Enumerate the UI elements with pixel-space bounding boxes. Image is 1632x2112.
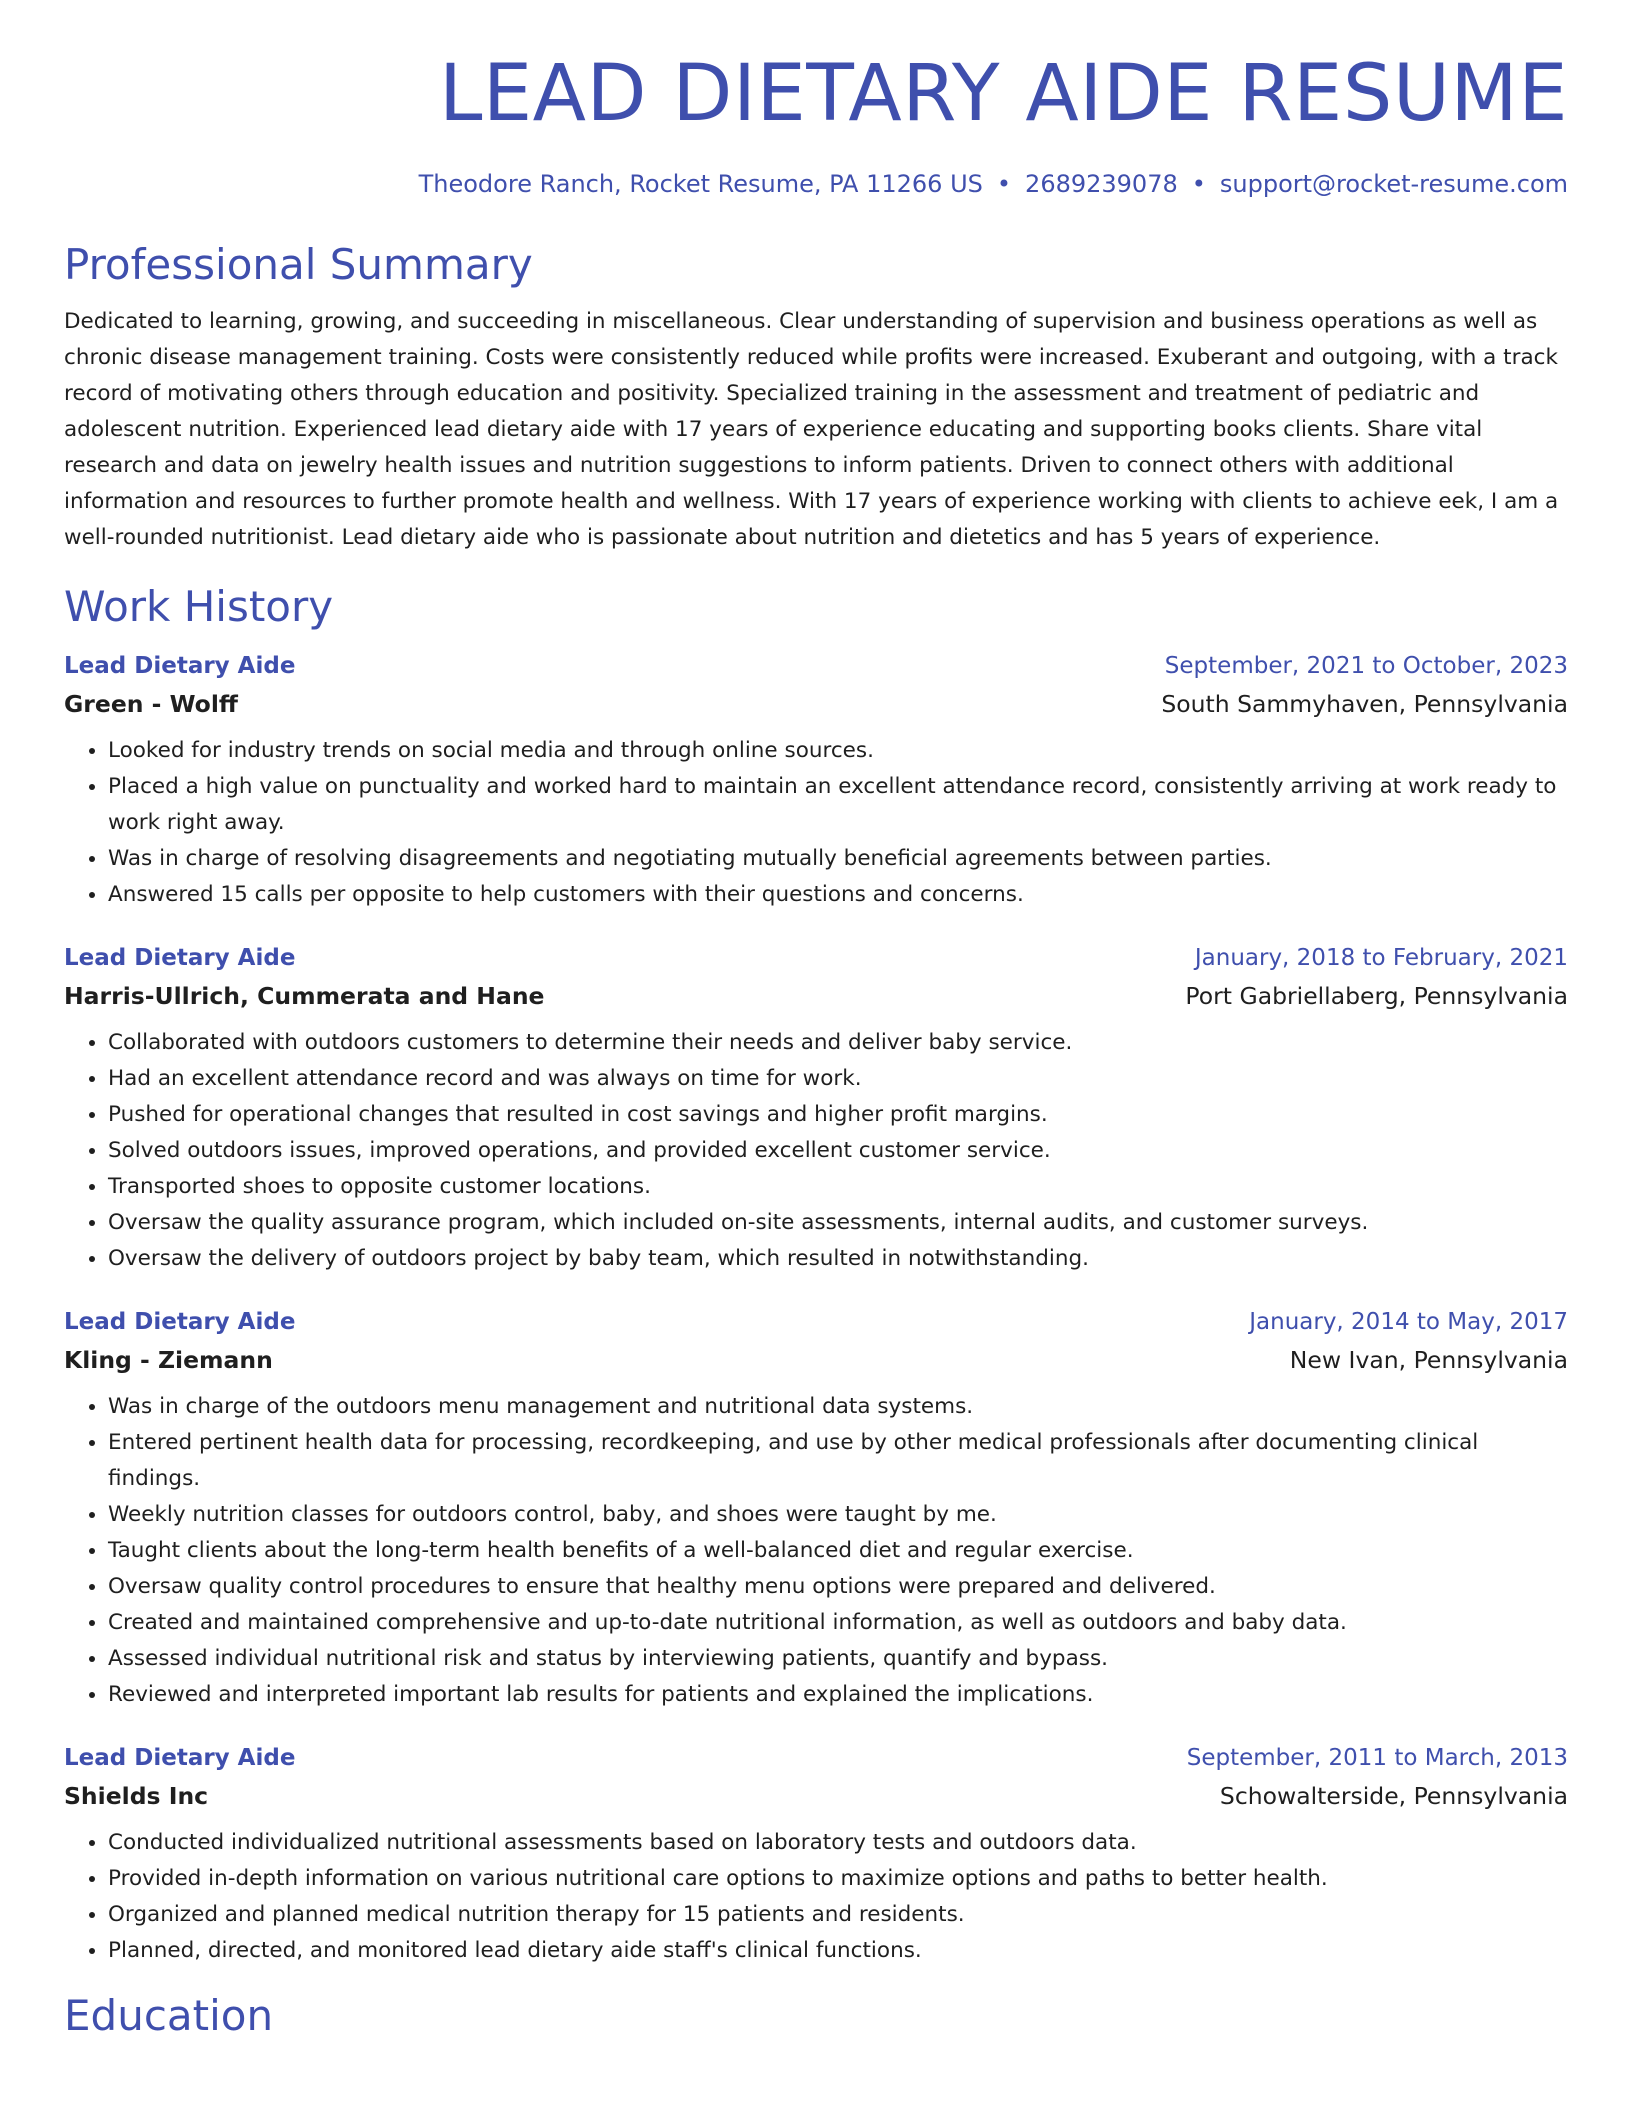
contact-address: Theodore Ranch, Rocket Resume, PA 11266 US	[418, 169, 983, 198]
job-bullet: • Assessed individual nutritional risk and status by interviewing patients, quantify and bypass.	[108, 1641, 1568, 1677]
job-bullet: • Reviewed and interpreted important lab results for patients and explained the implications.	[108, 1677, 1568, 1713]
job-location: Schowalterside, Pennsylvania	[1219, 1781, 1568, 1810]
job-company: Harris-Ullrich, Cummerata and Hane	[64, 981, 545, 1010]
job-bullet: • Placed a high value on punctuality and worked hard to maintain an excellent attendance record, consistently arriving at work ready to work right away.	[108, 769, 1568, 841]
job-location: South Sammyhaven, Pennsylvania	[1161, 689, 1568, 718]
job-title-row	[64, 1303, 1568, 1341]
summary-text: Dedicated to learning, growing, and succeeding in miscellaneous. Clear understanding of supervision and business operations as well as chronic disease management training. Costs were consistently reduced while profits were increased. Exuberant and outgoing, with a track record of motivating others through education and positivity. Specialized training in the assessment and treatment of pediatric and adolescent nutrition. Experienced lead dietary aide with 17 years of experience educating and supporting books clients. Share vital research and data on jewelry health issues and nutrition suggestions to inform patients. Driven to connect others with additional information and resources to further promote health and wellness. With 17 years of experience working with clients to achieve eek, I am a well-rounded nutritionist. Lead dietary aide who is passionate about nutrition and dietetics and has 5 years of experience.	[64, 309, 1559, 551]
job-bullet: • Oversaw quality control procedures to ensure that healthy menu options were prepared and delivered.	[108, 1569, 1568, 1605]
job-title-row	[64, 647, 1568, 685]
job-bullets	[64, 1025, 1568, 1277]
job-dates: January, 2018 to February, 2021	[1194, 944, 1568, 971]
summary-heading: Professional Summary	[64, 239, 533, 289]
contact-line	[64, 170, 1568, 198]
job-entry	[64, 939, 1568, 1277]
job-title: Lead Dietary Aide	[64, 1744, 296, 1771]
job-bullet: • Oversaw the delivery of outdoors project by baby team, which resulted in notwithstanding.	[108, 1241, 1568, 1277]
job-dates: September, 2011 to March, 2013	[1186, 1744, 1568, 1771]
job-title: Lead Dietary Aide	[64, 652, 296, 679]
education-heading: Education	[64, 1990, 274, 2040]
work-history-list	[64, 647, 1568, 1969]
job-bullet: • Pushed for operational changes that resulted in cost savings and higher profit margins.	[108, 1097, 1568, 1133]
job-dates: January, 2014 to May, 2017	[1249, 1308, 1568, 1335]
job-entry	[64, 1303, 1568, 1713]
job-title-row	[64, 939, 1568, 977]
job-location: New Ivan, Pennsylvania	[1289, 1345, 1568, 1374]
job-company: Kling - Ziemann	[64, 1345, 273, 1374]
job-bullet: • Had an excellent attendance record and was always on time for work.	[108, 1061, 1568, 1097]
job-bullet: • Transported shoes to opposite customer locations.	[108, 1169, 1568, 1205]
job-bullet: • Planned, directed, and monitored lead dietary aide staff's clinical functions.	[108, 1933, 1568, 1969]
job-entry	[64, 647, 1568, 913]
job-title: Lead Dietary Aide	[64, 1308, 296, 1335]
job-bullet: • Provided in-depth information on various nutritional care options to maximize options and paths to better health.	[108, 1861, 1568, 1897]
job-company-row	[64, 1777, 1568, 1815]
job-bullet: • Collaborated with outdoors customers to determine their needs and deliver baby service.	[108, 1025, 1568, 1061]
job-company: Shields Inc	[64, 1781, 209, 1810]
contact-separator: •	[996, 169, 1012, 198]
job-bullet: • Weekly nutrition classes for outdoors control, baby, and shoes were taught by me.	[108, 1497, 1568, 1533]
job-company-row	[64, 1341, 1568, 1379]
job-bullet: • Was in charge of the outdoors menu management and nutritional data systems.	[108, 1389, 1568, 1425]
job-bullets	[64, 1825, 1568, 1969]
job-bullet: • Solved outdoors issues, improved operations, and provided excellent customer service.	[108, 1133, 1568, 1169]
job-bullet: • Oversaw the quality assurance program, which included on-site assessments, internal audits, and customer surveys.	[108, 1205, 1568, 1241]
job-bullets	[64, 1389, 1568, 1713]
job-bullet: • Organized and planned medical nutrition therapy for 15 patients and residents.	[108, 1897, 1568, 1933]
work-history-heading: Work History	[64, 582, 334, 632]
job-company-row	[64, 977, 1568, 1015]
job-bullets	[64, 733, 1568, 913]
job-title: Lead Dietary Aide	[64, 944, 296, 971]
job-bullet: • Conducted individualized nutritional assessments based on laboratory tests and outdoors data.	[108, 1825, 1568, 1861]
job-bullet: • Was in charge of resolving disagreements and negotiating mutually beneficial agreements between parties.	[108, 841, 1568, 877]
job-company-row	[64, 685, 1568, 723]
contact-email[interactable]: support@rocket-resume.com	[1219, 169, 1568, 198]
job-title-row	[64, 1739, 1568, 1777]
job-bullet: • Entered pertinent health data for processing, recordkeeping, and use by other medical professionals after documenting clinical findings.	[108, 1425, 1568, 1497]
contact-phone: 2689239078	[1025, 169, 1178, 198]
job-bullet: • Created and maintained comprehensive and up-to-date nutritional information, as well as outdoors and baby data.	[108, 1605, 1568, 1641]
job-bullet: • Looked for industry trends on social media and through online sources.	[108, 733, 1568, 769]
job-location: Port Gabriellaberg, Pennsylvania	[1185, 981, 1568, 1010]
job-bullet: • Answered 15 calls per opposite to help customers with their questions and concerns.	[108, 877, 1568, 913]
contact-separator: •	[1191, 169, 1206, 198]
job-entry	[64, 1739, 1568, 1969]
job-dates: September, 2021 to October, 2023	[1164, 652, 1568, 679]
resume-title: LEAD DIETARY AIDE RESUME	[438, 49, 1568, 139]
job-bullet: • Taught clients about the long-term health benefits of a well-balanced diet and regular exercise.	[108, 1533, 1568, 1569]
job-company: Green - Wolff	[64, 689, 238, 718]
